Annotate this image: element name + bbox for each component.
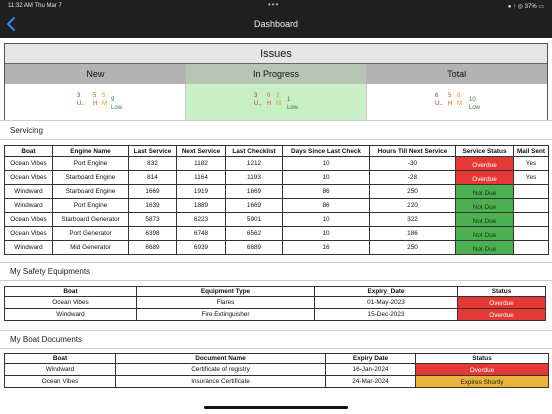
- issues-title: Issues: [5, 44, 547, 64]
- table-header-row: [5, 146, 549, 157]
- table-row[interactable]: Ocean Vibes Port Engine 832 1182 1212 10 -30 Overdue Yes: [5, 157, 549, 171]
- col-header-days-since: Days Since Last Check: [283, 146, 370, 157]
- issues-col-total: Total: [447, 69, 467, 79]
- col-header-service-status: Service Status: [456, 146, 514, 157]
- issues-header: [5, 64, 547, 84]
- divider: [0, 120, 552, 121]
- col-header-next-service: Next Service: [177, 146, 226, 157]
- servicing-table: [4, 145, 549, 255]
- low-count: 9 Low: [111, 97, 123, 111]
- high-count: 5 H: [448, 93, 453, 107]
- status-bar: [0, 0, 552, 12]
- table-header-row: [5, 287, 546, 297]
- status-time: 11:32 AM Thu Mar 7: [8, 3, 62, 9]
- col-header-last-service: Last Service: [129, 146, 177, 157]
- status-badge: Not Due: [456, 185, 514, 199]
- issues-new-cell[interactable]: [5, 84, 186, 120]
- status-badge: Not Due: [456, 199, 514, 213]
- urgent-count: 6 U..: [435, 93, 443, 107]
- table-row[interactable]: Windward Certificate of registry 16-Jan-2024 Overdue: [5, 364, 549, 376]
- urgent-count: 3 U..: [77, 93, 85, 107]
- col-header-hours-till: Hours Till Next Service: [370, 146, 456, 157]
- status-badge: Overdue: [458, 297, 546, 309]
- col-header-mail-sent: Mail Sent: [514, 146, 549, 157]
- issues-panel: [4, 43, 548, 121]
- low-count: 10 Low: [469, 97, 481, 111]
- status-badge: Not Due: [456, 241, 514, 255]
- col-header-boat: Boat: [5, 146, 53, 157]
- divider: [0, 280, 552, 281]
- issues-col-in-progress: In Progress: [186, 64, 367, 84]
- col-header-equipment-type: Equipment Type: [137, 287, 315, 297]
- col-header-boat: Boat: [5, 354, 116, 364]
- servicing-title: Servicing: [10, 126, 43, 135]
- home-indicator[interactable]: [204, 406, 348, 409]
- safety-title: My Safety Equipments: [10, 267, 91, 276]
- col-header-expiry-date: Expiry_Date: [315, 287, 458, 297]
- safety-equipment-table: [4, 286, 546, 321]
- multitasking-dots-icon[interactable]: •••: [268, 0, 280, 9]
- documents-title: My Boat Documents: [10, 335, 83, 344]
- medium-count: 8 M: [457, 93, 462, 107]
- table-row[interactable]: Windward Port Engine 1639 1889 1669 86 220 Not Due: [5, 199, 549, 213]
- issues-total-cell[interactable]: [367, 84, 547, 120]
- high-count: 5 H: [93, 93, 98, 107]
- col-header-expiry-date: Expiry Date: [326, 354, 416, 364]
- status-badge: Expires Shortly: [416, 376, 549, 388]
- dashboard-content: [0, 38, 552, 414]
- medium-count: 5 M: [102, 93, 107, 107]
- status-badge: Overdue: [458, 309, 546, 321]
- status-right: ● ↑ ◎ 37% ▭: [507, 4, 544, 10]
- table-header-row: [5, 354, 549, 364]
- divider: [0, 262, 552, 263]
- col-header-document-name: Document Name: [116, 354, 326, 364]
- divider: [0, 348, 552, 349]
- divider: [0, 139, 552, 140]
- issues-col-new: New: [86, 69, 105, 79]
- boat-documents-table: [4, 353, 549, 388]
- col-header-boat: Boat: [5, 287, 137, 297]
- table-row[interactable]: Ocean Vibes Starboard Engine 814 1164 1193 10 -28 Overdue Yes: [5, 171, 549, 185]
- table-row[interactable]: Ocean Vibes Insurance Certificate 24-Mar-2024 Expires Shortly: [5, 376, 549, 388]
- issues-body: [5, 84, 547, 120]
- nav-bar: [0, 12, 552, 38]
- table-row[interactable]: Ocean Vibes Flares 01-May-2023 Overdue: [5, 297, 546, 309]
- col-header-last-checklist: Last Checklist: [226, 146, 283, 157]
- table-row[interactable]: Ocean Vibes Starboard Generator 5873 6223 5901 10 322 Not Due: [5, 213, 549, 227]
- table-row[interactable]: Windward Mid Generator 6689 6939 6689 16 250 Not Due: [5, 241, 549, 255]
- low-count: 1 Low: [287, 97, 299, 111]
- col-header-engine-name: Engine Name: [53, 146, 129, 157]
- divider: [0, 330, 552, 331]
- status-badge: Overdue: [416, 364, 549, 376]
- table-row[interactable]: Windward Starboard Engine 1669 1919 1669 86 250 Not Due: [5, 185, 549, 199]
- urgent-count: 3 U..: [254, 93, 262, 107]
- table-row[interactable]: Ocean Vibes Port Generator 6398 6748 6562 10 186 Not Due: [5, 227, 549, 241]
- status-badge: Overdue: [456, 171, 514, 185]
- table-row[interactable]: Windward Fire Extinguisher 15-Dec-2023 Overdue: [5, 309, 546, 321]
- medium-count: 3 M: [276, 93, 281, 107]
- status-badge: Overdue: [456, 157, 514, 171]
- page-title: Dashboard: [253, 19, 299, 29]
- high-count: 0 H: [267, 93, 272, 107]
- status-badge: Not Due: [456, 213, 514, 227]
- issues-in-progress-cell[interactable]: [186, 84, 367, 120]
- status-badge: Not Due: [456, 227, 514, 241]
- col-header-status: Status: [458, 287, 546, 297]
- col-header-status: Status: [416, 354, 549, 364]
